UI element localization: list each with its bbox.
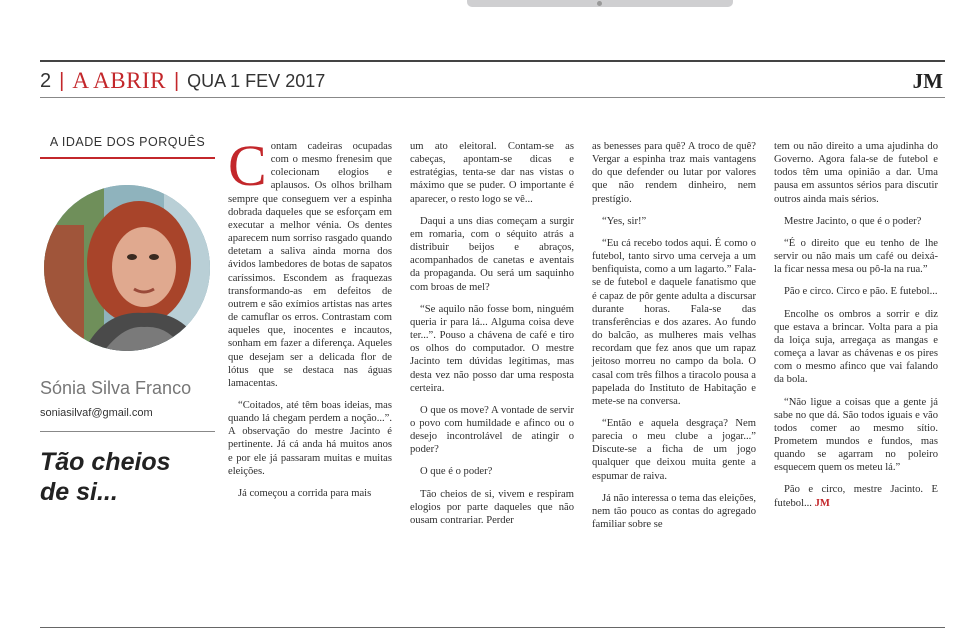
paragraph: as benesses para quê? A troco de quê? Vergar a espinha traz mais vantagens do que defender ou lutar por valores que não rendem dinheiro, nem prestígio.: [592, 141, 756, 205]
paragraph: “Yes, sir!”: [602, 215, 647, 227]
column-title-rule: [40, 157, 215, 159]
sidebar-rule: [40, 431, 215, 432]
closing-line: Pão e circo, mestre Jacinto. E futebol...: [774, 484, 938, 509]
article-column-2: [410, 140, 574, 536]
drop-cap: C: [228, 133, 267, 198]
footer-rule: [40, 627, 945, 628]
paragraph: “Então e aquela desgraça? Nem parecia o meu clube a jogar...” Discute-se a ficha de um jogo qualquer que deixou muita gente a espumar de raiva.: [592, 417, 756, 482]
paragraph: “Eu cá recebo todos aqui. É como o futebol, tanto sirvo uma cerveja a um benfiquista, como a um lagarto.” Fala-se de futebol e daquele fanatismo que é capaz de pôr gente adulta a discursar durante horas. Fala-se das transferências e dos azares. Ao fundo do balcão, as mulheres mais velhas recordam que fez anos que um rapaz jeitoso morreu no campo da bola. O casal com três filhos a tiracolo pousa a papelada do Instituto de Habitação e mete-se na conversa.: [592, 237, 756, 407]
section-title: A ABRIR: [72, 68, 166, 93]
header-top-rule: [40, 60, 945, 62]
article-column-3: [592, 140, 756, 540]
author-photo: [44, 185, 210, 351]
header-left: [40, 68, 325, 94]
paragraph: Daqui a uns dias começam a surgir em romaria, com o séquito atrás a distribuir beijos e abraços, acompanhados de canetas e aventais da propaganda. Ou será um saquinho com broas de mel?: [410, 215, 574, 293]
paragraph: “Se aquilo não fosse bom, ninguém queria ir para lá... Alguma coisa deve ter...”. Pouso a chávena de café e tiro os olhos do computador. O mestre Jacinto tem dúvidas legítimas, mas desta vez não posso dar uma resposta certeira.: [410, 303, 574, 394]
header-separator: |: [59, 69, 65, 92]
paragraph: Contam cadeiras ocupadas com o mesmo frenesim que colecionam elogios e aplausos. Os olhos brilham sempre que conseguem ver a espinha dobrada daqueles que se esforçam em executar a melhor vénia. Os dentes aparecem num sorriso rasgado quando detetam a saliva ainda morna dos ávidos lambedores de botas de sapatos caríssimos. Escondem as fraquezas transformando-as em defeitos de outrem e são exímios artistas nas artes de camuflar os erros. Contrastam com aqueles que, inocentes e incautos, sonham em fazer a diferença. Aqueles que desejam ser a delicada flor de lótus que se destaca nas águas lamacentas.: [228, 133, 392, 389]
paragraph: “É o direito que eu tenho de lhe servir ou não mais um café ou deixá-la ficar nessa mesa ou pô-la na rua.”: [774, 237, 938, 276]
article-column-4: [774, 140, 938, 519]
paragraph: Pão e circo. Circo e pão. E futebol...: [784, 286, 938, 298]
page-number: 2: [40, 69, 52, 92]
headline-line-1: Tão cheios: [40, 448, 171, 476]
paragraph: Tão cheios de si, vivem e respiram elogios por parte daqueles que não ousam contrariar. Perder: [410, 488, 574, 526]
screenshot-top-bar: [467, 0, 733, 7]
issue-date: QUA 1 FEV 2017: [187, 70, 326, 91]
paragraph: Encolhe os ombros a sorrir e diz que estava a brincar. Volta para a pia da loiça suja, arregaça as mangas e começa a lavar as chávenas e os pires com o mesmo afinco que vai falando da bola.: [774, 308, 938, 386]
author-name: Sónia Silva Franco: [40, 378, 192, 398]
paragraph: “Coitados, até têm boas ideias, mas quando lá chegam perdem a noção...”. A observação do mestre Jacinto é pertinente. Já cá anda há muitos anos e por ele já passaram muitas e muitas eleições.: [228, 399, 392, 477]
page-header: [40, 60, 945, 100]
newspaper-logo: JM: [912, 69, 943, 93]
article-column-1: [228, 133, 392, 509]
paragraph: Já não interessa o tema das eleições, nem tão pouco as contas do agregado familiar sobre se: [592, 492, 756, 531]
header-separator: |: [173, 69, 180, 92]
top-bar-dot: [597, 1, 602, 6]
article-body: [228, 133, 948, 580]
column-title: A IDADE DOS PORQUÊS: [49, 135, 206, 149]
paragraph: O que é o poder?: [420, 466, 493, 478]
column-sidebar: [40, 135, 215, 506]
paragraph: Já começou a corrida para mais: [238, 487, 372, 499]
paragraph: [774, 483, 938, 509]
article-headline: [40, 447, 215, 507]
author-portrait-image: [44, 185, 210, 351]
headline-line-2: de si...: [40, 478, 118, 506]
header-bottom-rule: [40, 97, 945, 98]
paragraph: um ato eleitoral. Contam-se as cabeças, apontam-se dicas e estratégias, tenta-se dar nas vistas o máximo que se puder. O importante é aparecer, o resto logo se vê...: [410, 141, 574, 205]
paragraph: tem ou não direito a uma ajudinha do Governo. Agora fala-se de futebol e todos têm uma opinião a dar. Uma pausa em assuntos sérios para discutir outros ainda mais sérios.: [774, 141, 938, 205]
paragraph: “Não ligue a coisas que a gente já sabe no que dá. São todos iguais e vão todos comer ao mesmo sítio. Prometem mundos e fundos, mas quando se agarram no poleiro esquecem quem os meteu lá.”: [774, 396, 938, 474]
author-email: soniasilvaf@gmail.com: [40, 407, 153, 419]
article-signature: JM: [814, 497, 830, 509]
paragraph: O que os move? A vontade de servir o povo com humildade e afinco ou o desejo incontrolável de atingir o poder?: [410, 404, 574, 456]
paragraph: Mestre Jacinto, o que é o poder?: [784, 215, 922, 227]
